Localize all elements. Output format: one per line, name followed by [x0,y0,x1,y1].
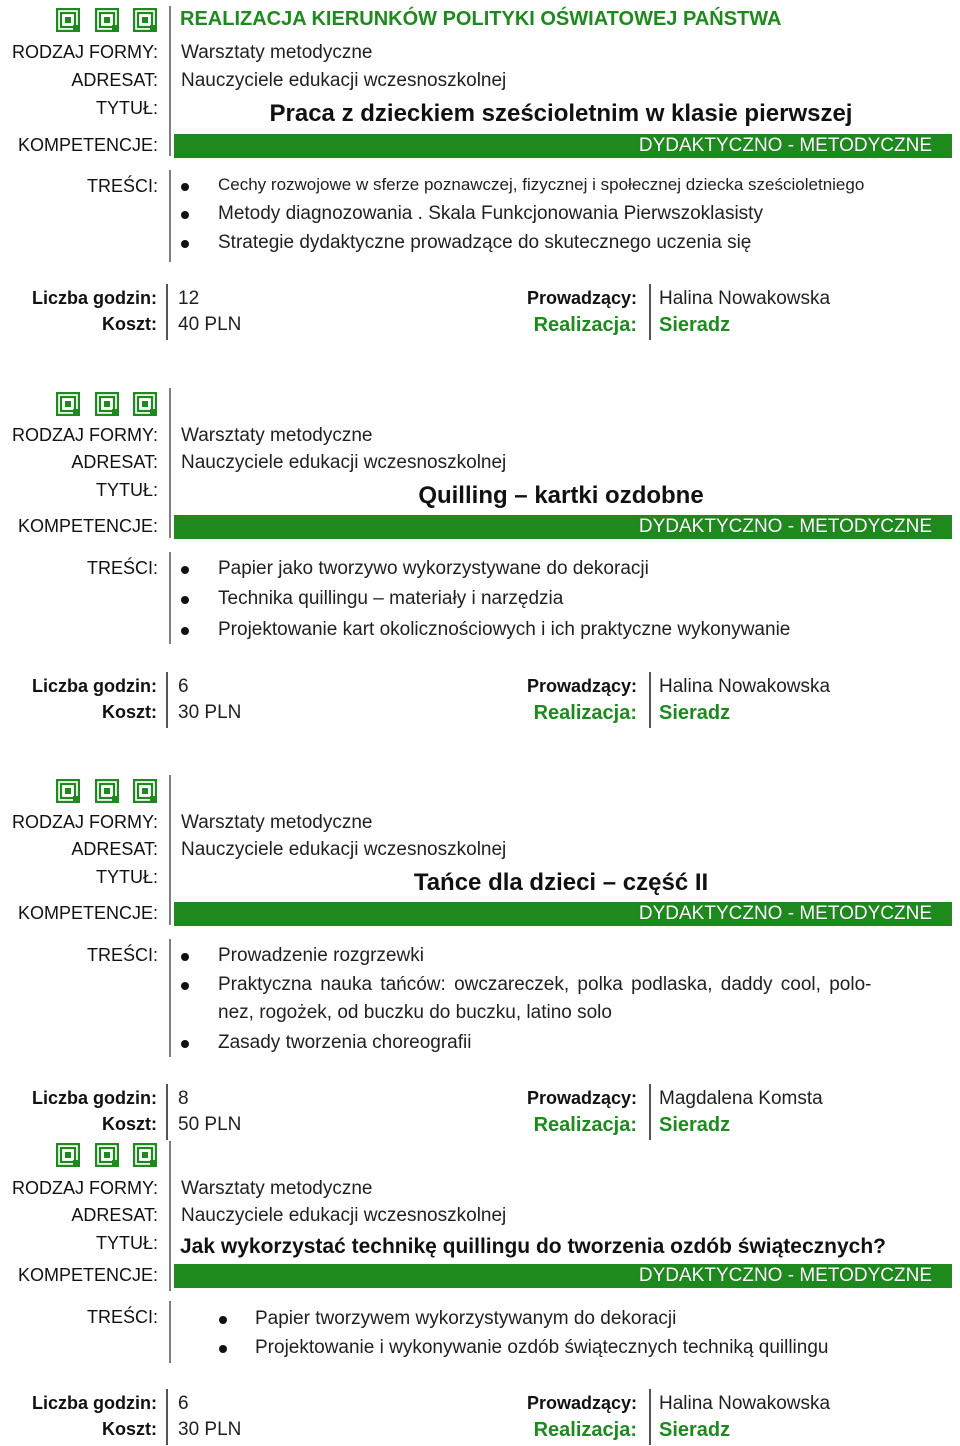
value-rodzaj: Warsztaty metodyczne [181,812,373,833]
label-tytul: TYTUŁ: [95,1233,158,1253]
separator-line [649,1084,651,1140]
icon-group [56,8,158,34]
separator-line [169,170,171,262]
label-rodzaj: RODZAJ FORMY: [11,812,158,832]
label-rodzaj: RODZAJ FORMY: [11,42,158,62]
course-title: Praca z dzieckiem sześcioletnim w klasie pierwszej [269,100,853,127]
course-entry-1 [0,0,960,345]
tresc-item: Praktyczna nauka tańców: owczareczek, polka podlaska, daddy cool, polo- [218,974,872,995]
icon-group [56,1143,158,1169]
label-koszt: Koszt: [102,314,157,334]
label-realizacja: Realizacja: [533,702,637,724]
separator-line [649,672,651,728]
label-liczba-godzin: Liczba godzin: [32,1088,157,1108]
label-realizacja: Realizacja: [533,314,637,336]
separator-line [169,552,171,644]
value-liczba-godzin: 6 [178,676,189,697]
tresc-item: Cechy rozwojowe w sferze poznawczej, fizycznej i społecznej dziecka sześcioletniego [218,175,865,194]
kompetencje-value: DYDAKTYCZNO - METODYCZNE [638,516,932,537]
qr-square-icon [95,779,119,803]
value-liczba-godzin: 8 [178,1088,189,1109]
label-kompetencje: KOMPETENCJE: [17,135,158,155]
bullet [181,1040,189,1048]
label-tresci: TREŚCI: [86,945,158,965]
label-liczba-godzin: Liczba godzin: [32,676,157,696]
icon-group [56,392,158,418]
tresc-item: Papier tworzywem wykorzystywanym do dekoracji [255,1308,677,1329]
value-realizacja: Sieradz [659,1114,731,1136]
icon-group [56,779,158,805]
value-prowadzacy: Halina Nowakowska [659,1393,831,1414]
course-entry-2 [0,388,960,733]
qr-square-icon [56,392,80,416]
label-tytul: TYTUŁ: [95,480,158,500]
label-tresci: TREŚCI: [86,176,158,196]
course-title: Tańce dla dzieci – część II [413,869,709,896]
label-prowadzacy: Prowadzący: [526,1088,637,1108]
kompetencje-value: DYDAKTYCZNO - METODYCZNE [638,903,932,924]
label-tytul: TYTUŁ: [95,98,158,118]
kompetencje-bar [174,515,952,539]
value-koszt: 50 PLN [178,1114,242,1135]
tresc-item: Strategie dydaktyczne prowadzące do skutecznego uczenia się [218,232,752,253]
separator-line [169,1141,171,1291]
section-header: REALIZACJA KIERUNKÓW POLITYKI OŚWIATOWEJ PAŃSTWA [180,8,782,30]
tresc-item: Prowadzenie rozgrzewki [218,945,424,966]
value-adresat: Nauczyciele edukacji wczesnoszkolnej [181,839,507,860]
label-realizacja: Realizacja: [533,1114,637,1136]
value-adresat: Nauczyciele edukacji wczesnoszkolnej [181,70,507,91]
course-title: Quilling – kartki ozdobne [418,482,704,509]
qr-square-icon [95,1143,119,1167]
qr-square-icon [133,779,157,803]
value-prowadzacy: Halina Nowakowska [659,676,831,697]
label-adresat: ADRESAT: [71,70,158,90]
qr-square-icon [95,8,119,32]
bullet [181,183,189,191]
separator-line [166,672,168,728]
value-koszt: 30 PLN [178,1419,242,1440]
label-adresat: ADRESAT: [71,839,158,859]
label-adresat: ADRESAT: [71,1205,158,1225]
label-rodzaj: RODZAJ FORMY: [11,1178,158,1198]
label-liczba-godzin: Liczba godzin: [32,288,157,308]
value-rodzaj: Warsztaty metodyczne [181,1178,373,1199]
tresc-item: Technika quillingu – materiały i narzędzia [218,588,564,609]
bullet [181,211,189,219]
label-liczba-godzin: Liczba godzin: [32,1393,157,1413]
label-koszt: Koszt: [102,1114,157,1134]
label-adresat: ADRESAT: [71,452,158,472]
value-rodzaj: Warsztaty metodyczne [181,425,373,446]
bullet [219,1345,227,1353]
label-prowadzacy: Prowadzący: [526,1393,637,1413]
kompetencje-bar [174,134,952,158]
value-liczba-godzin: 12 [178,288,200,309]
value-adresat: Nauczyciele edukacji wczesnoszkolnej [181,1205,507,1226]
value-koszt: 30 PLN [178,702,242,723]
separator-line [169,939,171,1057]
value-prowadzacy: Magdalena Komsta [659,1088,823,1109]
label-prowadzacy: Prowadzący: [526,288,637,308]
separator-line [649,1389,651,1445]
separator-line [649,284,651,340]
kompetencje-value: DYDAKTYCZNO - METODYCZNE [638,135,932,156]
kompetencje-bar [174,902,952,926]
tresc-item: Projektowanie kart okolicznościowych i ich praktyczne wykonywanie [218,619,791,640]
separator-line [166,1084,168,1140]
label-kompetencje: KOMPETENCJE: [17,903,158,923]
separator-line [166,1389,168,1445]
value-liczba-godzin: 6 [178,1393,189,1414]
value-prowadzacy: Halina Nowakowska [659,288,831,309]
label-tresci: TREŚCI: [86,558,158,578]
bullet [219,1316,227,1324]
course-title: Jak wykorzystać technikę quillingu do tworzenia ozdób świątecznych? [180,1235,886,1258]
bullet [181,566,189,574]
value-realizacja: Sieradz [659,702,731,724]
label-koszt: Koszt: [102,702,157,722]
separator-line [169,388,171,538]
label-tytul: TYTUŁ: [95,867,158,887]
label-realizacja: Realizacja: [533,1419,637,1441]
separator-line [166,284,168,340]
qr-square-icon [56,1143,80,1167]
value-rodzaj: Warsztaty metodyczne [181,42,373,63]
course-entry-4 [0,1141,960,1446]
qr-square-icon [133,8,157,32]
value-realizacja: Sieradz [659,314,731,336]
kompetencje-bar [174,1264,952,1288]
qr-square-icon [133,392,157,416]
tresc-item-continuation: nez, rogożek, od buczku do buczku, latino solo [218,1002,612,1023]
bullet [181,953,189,961]
tresc-item: Metody diagnozowania . Skala Funkcjonowania Pierwszoklasisty [218,203,763,224]
label-kompetencje: KOMPETENCJE: [17,516,158,536]
value-adresat: Nauczyciele edukacji wczesnoszkolnej [181,452,507,473]
qr-square-icon [133,1143,157,1167]
qr-square-icon [56,8,80,32]
separator-line [169,6,171,156]
tresc-item: Zasady tworzenia choreografii [218,1032,472,1053]
label-prowadzacy: Prowadzący: [526,676,637,696]
label-kompetencje: KOMPETENCJE: [17,1265,158,1285]
tresc-item: Papier jako tworzywo wykorzystywane do dekoracji [218,558,649,579]
qr-square-icon [56,779,80,803]
bullet [181,596,189,604]
bullet [181,627,189,635]
value-realizacja: Sieradz [659,1419,731,1441]
label-rodzaj: RODZAJ FORMY: [11,425,158,445]
course-entry-3 [0,775,960,1140]
separator-line [169,775,171,925]
separator-line [169,1301,171,1363]
value-koszt: 40 PLN [178,314,242,335]
label-tresci: TREŚCI: [86,1307,158,1327]
kompetencje-value: DYDAKTYCZNO - METODYCZNE [638,1265,932,1286]
label-koszt: Koszt: [102,1419,157,1439]
bullet [181,240,189,248]
bullet [181,982,189,990]
tresc-item: Projektowanie i wykonywanie ozdób świątecznych techniką quillingu [255,1337,829,1358]
qr-square-icon [95,392,119,416]
